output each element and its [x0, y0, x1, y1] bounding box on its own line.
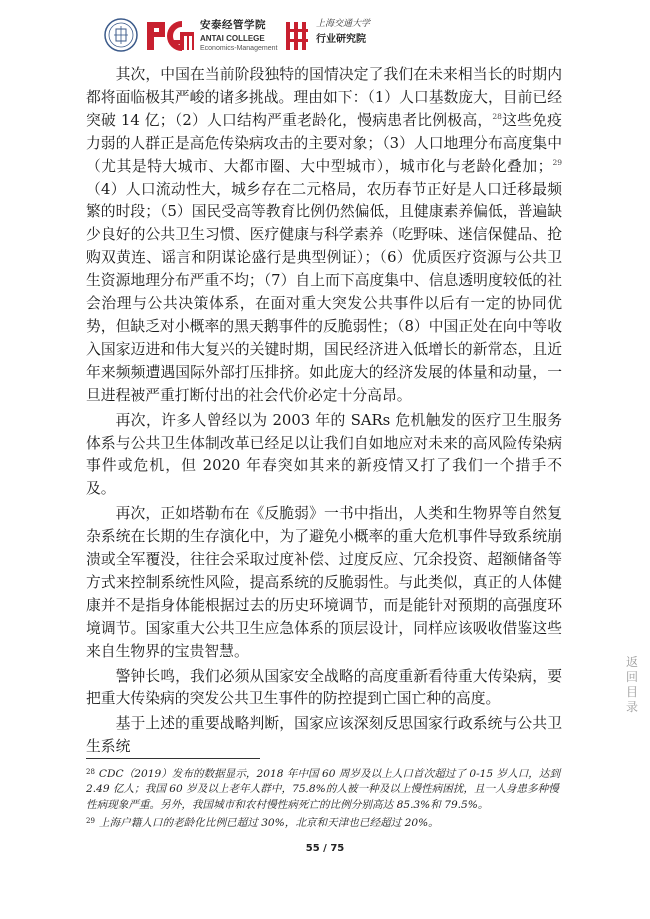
footnotes [86, 765, 562, 833]
toc-link-char: 录 [625, 700, 638, 714]
paragraph-1-part-b: 这些免疫力弱的人群正是高危传染病攻击的主要对象；（3）人口地理分布高度集中（尤其是特大城市、大都市圈、大中型城市），城市化与老龄化叠加； [86, 111, 562, 175]
antai-name-cn: 安泰经管学院 [200, 19, 266, 31]
page-total: 75 [330, 843, 345, 854]
page-current: 55 [305, 843, 320, 854]
antai-name-en: ANTAI COLLEGE [200, 33, 265, 43]
paragraph-1-part-a: 其次，中国在当前阶段独特的国情决定了我们在未来相当长的时期内都将面临极其严峻的诸多挑战。理由如下：（1）人口基数庞大，目前已经突破 14 亿；（2）人口结构严重老龄化，慢病患者比例极高， [86, 66, 562, 129]
main-text [86, 64, 562, 759]
footnote-29 [86, 814, 562, 831]
paragraph-1-part-c: （4）人口流动性大，城乡存在二元格局，农历春节正好是人口迁移最频繁的时段；（5）国民受高等教育比例仍然偏低，且健康素养偏低，普遍缺少良好的公共卫生习惯、医疗健康与科学素养（吃野味、迷信保健品、抢购双黄连、谣言和阴谋论盛行是典型例证）；（6）优质医疗资源与公共卫生资源地理分布严重不均；（7）自上而下高度集中、信息透明度较低的社会治理与公共决策体系，在面对重大突发公共事件以后有一定的协同优势，但缺乏对小概率的黑天鹅事件的反脆弱性；（8）中国正处在向中等收入国家迈进和伟大复兴的关键时期，国民经济进入低增长的新常态，且近年来频频遭遇国际外部打压排挤。如此庞大的经济发展的体量和动量，一旦进程被严重打断付出的社会代价必定十分高昂。 [86, 180, 562, 404]
paragraph-2: 再次，许多人曾经以为 2003 年的 SARs 危机触发的医疗卫生服务体系与公共卫生体制改革已经足以让我们自如地应对未来的高风险传染病事件或危机，但 2020 年春突如其来的新疫情又打了我们一个措手不及。 [86, 411, 562, 498]
antai-subtitle-en: Economics-Management [200, 44, 278, 52]
footnote-text: 上海户籍人口的老龄化比例已超过 30%，北京和天津也已经超过 20%。 [98, 817, 439, 830]
toc-link-char: 目 [625, 685, 638, 699]
footnote-28 [86, 765, 562, 813]
footnote-number: 28 [86, 768, 95, 776]
page-header [104, 18, 544, 54]
footnote-ref-28[interactable]: 28 [492, 111, 502, 121]
paragraph-5: 基于上述的重要战略判断，国家应该深刻反思国家行政系统与公共卫生系统 [86, 715, 562, 756]
toc-link-char: 返 [625, 655, 638, 669]
footnote-number: 29 [86, 817, 95, 826]
footnote-ref-29[interactable]: 29 [552, 157, 562, 167]
university-seal-icon [104, 18, 138, 52]
toc-link-char: 回 [625, 670, 638, 684]
industry-institute-logo-icon [284, 20, 310, 52]
industry-institute-name [316, 20, 406, 45]
footnote-text: CDC（2019）发布的数据显示，2018 年中国 60 周岁及以上人口首次超过了 0-15 岁人口，达到 2.49 亿人；我国 60 岁及以上老年人群中，75.8%的人被一种及以上慢性病困扰，且一人身患多种慢性病现象严重。另外，我国城市和农村慢性病死亡的比例分别高达 85.3%和 79.5%。 [86, 768, 561, 811]
university-script-name: 上海交通大学 [316, 19, 371, 29]
paragraph-1 [86, 64, 562, 408]
page-separator: / [323, 843, 327, 854]
institute-name: 行业研究院 [316, 34, 366, 45]
antai-logo-icon [146, 20, 196, 52]
paragraph-4: 警钟长鸣，我们必须从国家安全战略的高度重新看待重大传染病，要把重大传染病的突发公共卫生事件的防控提到亡国亡种的高度。 [86, 667, 562, 708]
paragraph-3: 再次，正如塔勒布在《反脆弱》一书中指出，人类和生物界等自然复杂系统在长期的生存演化中，为了避免小概率的重大危机事件导致系统崩溃或全军覆没，往往会采取过度补偿、过度反应、冗余投资、超额储备等方式来控制系统性风险，提高系统的反脆弱性。与此类似，真正的人体健康并不是指身体能根据过去的历史环境调节，而是能针对预期的高强度环境调节。国家重大公共卫生应急体系的顶层设计，同样应该吸收借鉴这些来自生物界的宝贵智慧。 [86, 505, 562, 660]
back-to-toc-link[interactable] [625, 655, 639, 715]
footnote-divider [86, 758, 260, 759]
page-number [0, 843, 650, 854]
